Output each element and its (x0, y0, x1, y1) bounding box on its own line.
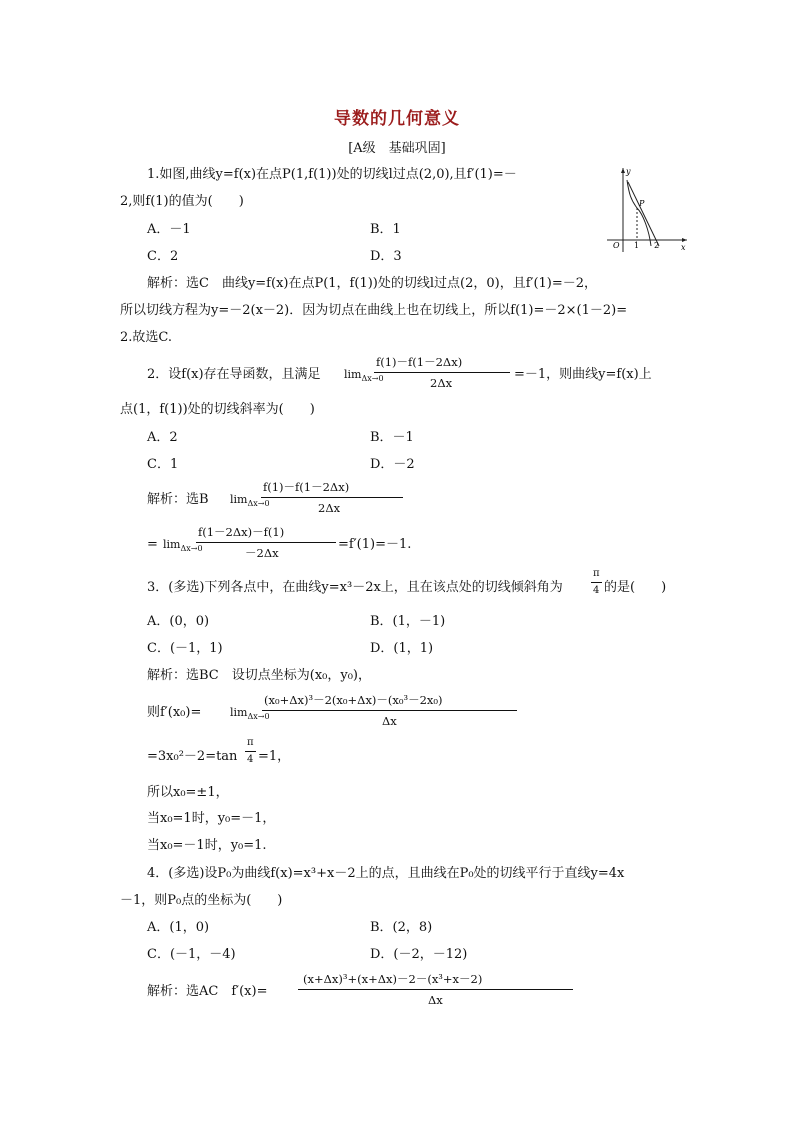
q2-fraction-bar (374, 372, 510, 373)
q2-solution-fraction-bar (261, 497, 403, 498)
q2-solution2-denominator: －2Δx (245, 546, 279, 560)
lim-word: lim (230, 493, 248, 506)
q2-solution-denominator: 2Δx (318, 501, 341, 515)
q2-option-d: D．－2 (370, 457, 415, 472)
y-axis-label: y (626, 167, 631, 176)
q1-stem-line2: 2,则f(1)的值为( ) (120, 194, 244, 209)
q4-stem-line2: －1，则P₀点的坐标为( ) (120, 893, 283, 908)
q3-solution2-denominator: Δx (382, 714, 397, 728)
q4-option-a: A．(1，0) (147, 920, 210, 935)
q3-option-b: B．(1，－1) (370, 614, 446, 629)
q2-solution2-fraction-bar (196, 542, 336, 543)
q3-option-c: C．(－1，1) (147, 641, 223, 656)
q2-solution2-numerator: f(1－2Δx)－f(1) (198, 525, 285, 539)
q4-solution-fraction-bar (298, 989, 573, 990)
q3-pi-fraction-bar (591, 582, 602, 583)
q3-solution2-fraction-bar (262, 710, 517, 711)
lim-subscript: Δx→0 (180, 544, 203, 554)
q1-solution-line1: 解析：选C 曲线y=f(x)在点P(1，f(1))处的切线l过点(2，0)，且f′(1)=－2， (147, 276, 598, 291)
q3-pi: π (593, 568, 600, 579)
q1-solution-line3: 2.故选C. (120, 330, 173, 345)
q3-four: 4 (593, 585, 600, 596)
q3-solution-line4: 所以x₀=±1， (147, 785, 229, 800)
q2-solution-lim (230, 493, 270, 511)
q4-solution-denominator: Δx (428, 993, 443, 1007)
q3-solution3-fraction-bar (245, 751, 256, 752)
q4-option-c: C．(－1，－4) (147, 947, 236, 962)
q2-solution2-lim (163, 538, 203, 556)
q2-stem-line2: 点(1，f(1))处的切线斜率为( ) (120, 402, 315, 417)
q4-solution-pre: 解析：选AC f′(x)= (147, 984, 268, 999)
q3-solution-line6: 当x₀=－1时，y₀=1. (147, 838, 267, 853)
q3-solution-line1: 解析：选BC 设切点坐标为(x₀，y₀)， (147, 668, 371, 683)
q2-stem-post: =－1，则曲线y=f(x)上 (514, 367, 652, 382)
section-level: [A级 基础巩固] (348, 141, 446, 156)
q1-option-a: A．－1 (147, 222, 191, 237)
q3-solution3-four: 4 (247, 754, 254, 765)
point-label: P (639, 199, 645, 208)
q3-option-a: A．(0，0) (147, 614, 210, 629)
q2-fraction-denominator: 2Δx (430, 376, 453, 390)
x-axis-arrow (682, 238, 687, 242)
tangent-line (628, 182, 659, 246)
q3-solution2-lim (230, 706, 270, 724)
lim-subscript: Δx→0 (247, 712, 270, 722)
q3-option-d: D．(1，1) (370, 641, 434, 656)
q2-option-c: C．1 (147, 457, 179, 472)
q2-option-a: A．2 (147, 430, 178, 445)
q1-solution-line2: 所以切线方程为y=－2(x－2)．因为切点在曲线上也在切线上，所以f(1)=－2×(1－2)= (120, 303, 628, 318)
q4-option-d: D．(－2，－12) (370, 947, 468, 962)
q2-fraction-numerator: f(1)－f(1－2Δx) (376, 355, 463, 369)
q2-option-b: B．－1 (370, 430, 414, 445)
tick-1-label: 1 (634, 241, 640, 250)
q3-stem-pre: 3．(多选)下列各点中，在曲线y=x³－2x上，且在该点处的切线倾斜角为 (147, 580, 563, 595)
q3-solution2-numerator: (x₀+Δx)³－2(x₀+Δx)－(x₀³－2x₀) (264, 693, 443, 707)
q2-stem-pre: 2．设f(x)存在导函数，且满足 (147, 367, 321, 382)
lim-word: lim (344, 368, 362, 381)
lim-word: lim (163, 538, 181, 551)
q2-lim (344, 368, 384, 386)
curve (627, 180, 651, 246)
q3-solution-line5: 当x₀=1时，y₀=－1， (147, 811, 276, 826)
page-title: 导数的几何意义 (334, 109, 460, 129)
lim-word: lim (230, 706, 248, 719)
q2-solution-numerator: f(1)－f(1－2Δx) (263, 480, 350, 494)
q3-solution3-post: =1， (258, 749, 291, 764)
q2-solution2-post: =f′(1)=－1. (338, 537, 412, 552)
q4-option-b: B．(2，8) (370, 920, 433, 935)
lim-subscript: Δx→0 (247, 499, 270, 509)
q1-stem-line1: 1.如图,曲线y=f(x)在点P(1,f(1))处的切线l过点(2,0),且f′(1)=－ (147, 167, 517, 182)
q3-stem-post: 的是( ) (604, 580, 667, 595)
q1-option-c: C．2 (147, 249, 179, 264)
q4-stem-line1: 4．(多选)设P₀为曲线f(x)=x³+x－2上的点，且曲线在P₀处的切线平行于直线y=4x (147, 866, 625, 881)
q4-solution-numerator: (x+Δx)³+(x+Δx)－2－(x³+x－2) (303, 972, 483, 986)
lim-subscript: Δx→0 (361, 374, 384, 384)
y-axis-arrow (621, 168, 625, 173)
origin-label: O (613, 241, 620, 250)
q3-solution2-pre: 则f′(x₀)= (147, 705, 202, 720)
q3-solution3-pi: π (247, 737, 254, 748)
q3-solution3-pre: =3x₀²－2=tan (147, 749, 238, 764)
x-axis-label: x (681, 243, 686, 252)
q1-option-b: B．1 (370, 222, 401, 237)
q2-solution-pre: 解析：选B (147, 492, 209, 507)
q1-option-d: D．3 (370, 249, 402, 264)
tangent-figure (601, 164, 691, 254)
tick-2-label: 2 (654, 241, 660, 250)
q2-solution2-pre: = (147, 537, 158, 552)
